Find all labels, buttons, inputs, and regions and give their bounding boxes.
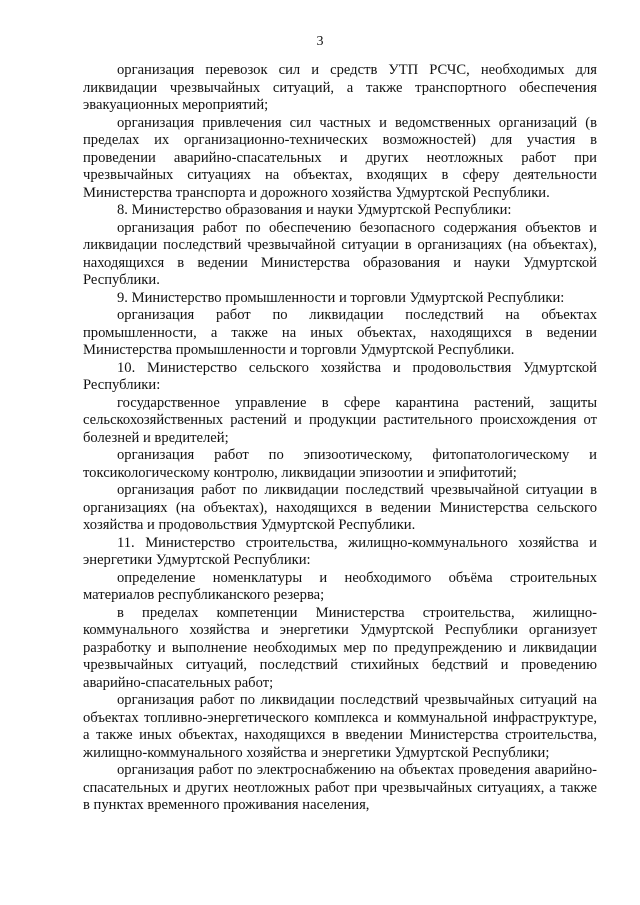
- section-heading: 8. Министерство образования и науки Удмуртской Республики:: [117, 202, 512, 218]
- document-body: [83, 62, 597, 815]
- paragraph: организация работ по ликвидации последствий чрезвычайной ситуации в организациях (на объектах), находящихся в ведении Министерства сельского хозяйства и продовольствия Удмуртской Республики.: [83, 482, 597, 533]
- paragraph: определение номенклатуры и необходимого объёма строительных материалов республиканского резерва;: [83, 569, 597, 603]
- paragraph: организация работ по эпизоотическому, фитопатологическому и токсикологическому контролю, ликвидации эпизоотии и эпифитотий;: [83, 447, 597, 481]
- paragraph: организация работ по электроснабжению на объектах проведения аварийно-спасательных и других неотложных работ при чрезвычайных ситуациях, а также в пунктах временного проживания населения,: [83, 762, 597, 813]
- paragraph: организация работ по ликвидации последствий чрезвычайных ситуаций на объектах топливно-энергетического комплекса и коммунальной инфраструктуре, а также иных объектах, находящихся в введении Министерства строительства, жилищно-коммунального хозяйства и энергетики Удмуртской Республики;: [83, 692, 597, 761]
- section-heading: 11. Министерство строительства, жилищно-коммунального хозяйства и энергетики Удмуртской Республики:: [83, 534, 597, 568]
- paragraph: государственное управление в сфере карантина растений, защиты сельскохозяйственных растений и продукции растительного происхождения от болезней и вредителей;: [83, 394, 597, 446]
- paragraph: организация привлечения сил частных и ведомственных организаций (в пределах их организационно-технических возможностей) для участия в проведении аварийно-спасательных и других неотложных работ при чрезвычайных ситуациях на объектах, входящих в сферу деятельности Министерства транспорта и дорожного хозяйства Удмуртской Республики.: [83, 114, 597, 201]
- paragraph: организация перевозок сил и средств УТП РСЧС, необходимых для ликвидации чрезвычайных ситуаций, а также транспортного обеспечения эвакуационных мероприятий;: [83, 62, 597, 113]
- section-heading: 9. Министерство промышленности и торговли Удмуртской Республики:: [117, 289, 565, 306]
- paragraph: организация работ по обеспечению безопасного содержания объектов и ликвидации последствий чрезвычайной ситуации в организациях (на объектах), находящихся в ведении Министерства образования и науки Удмуртской Республики.: [83, 219, 597, 288]
- paragraph: организация работ по ликвидации последствий на объектах промышленности, а также на иных объектах, находящихся в ведении Министерства промышленности и торговли Удмуртской Республики.: [83, 307, 597, 358]
- section-heading: 10. Министерство сельского хозяйства и продовольствия Удмуртской Республики:: [83, 359, 597, 393]
- paragraph: в пределах компетенции Министерства строительства, жилищно-коммунального хозяйства и энергетики Удмуртской Республики организует разработку и выполнение необходимых мер по предупреждению и ликвидации чрезвычайных ситуаций, последствий стихийных бедствий и проведению аварийно-спасательных работ;: [83, 604, 597, 691]
- page-number: 3: [316, 34, 324, 49]
